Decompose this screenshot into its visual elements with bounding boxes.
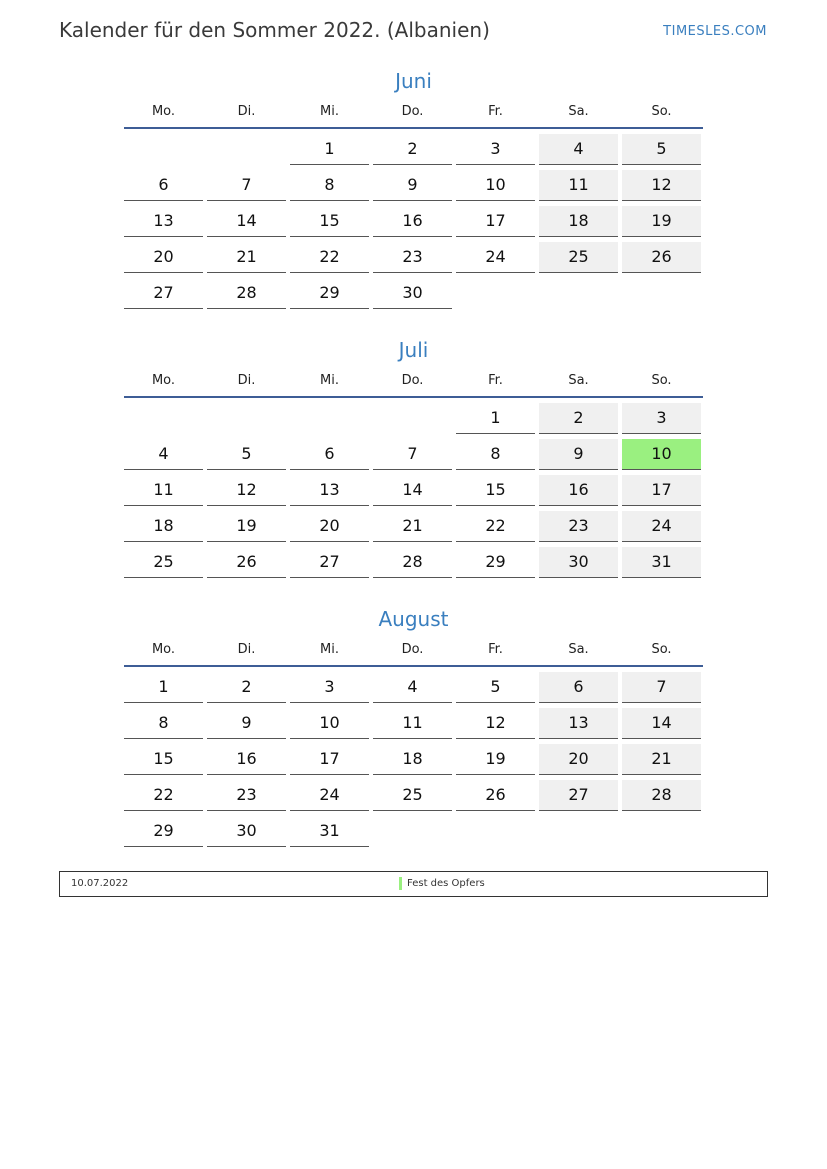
weekday-label: Mo. (151, 104, 176, 119)
day-cell[interactable]: 16 (207, 744, 286, 775)
weekday-label: So. (651, 373, 672, 388)
day-cell[interactable]: 25 (373, 780, 452, 811)
day-cell[interactable]: 25 (539, 242, 618, 273)
day-cell[interactable]: 7 (622, 672, 701, 703)
legend-date: 10.07.2022 (71, 878, 129, 889)
day-cell[interactable]: 19 (207, 511, 286, 542)
week-row (124, 475, 703, 510)
week-row (124, 780, 703, 815)
empty-day-cell (622, 278, 701, 309)
weekday-label: Di. (237, 642, 256, 657)
day-cell[interactable]: 21 (373, 511, 452, 542)
day-cell[interactable]: 1 (290, 134, 369, 165)
day-cell[interactable]: 15 (290, 206, 369, 237)
month-july (124, 337, 703, 583)
day-cell[interactable]: 3 (456, 134, 535, 165)
day-cell[interactable]: 5 (207, 439, 286, 470)
day-cell[interactable]: 25 (124, 547, 203, 578)
weekday-label: Mo. (151, 642, 176, 657)
day-cell[interactable]: 29 (124, 816, 203, 847)
empty-day-cell (539, 816, 618, 847)
day-cell[interactable]: 27 (290, 547, 369, 578)
legend-color-marker (399, 877, 402, 890)
empty-day-cell (207, 403, 286, 434)
week-row (124, 278, 703, 313)
brand-link[interactable]: TIMESLES.COM (663, 24, 767, 39)
day-cell[interactable]: 24 (290, 780, 369, 811)
day-cell[interactable]: 23 (207, 780, 286, 811)
day-cell[interactable]: 6 (290, 439, 369, 470)
day-cell[interactable]: 27 (539, 780, 618, 811)
day-cell[interactable]: 19 (456, 744, 535, 775)
day-cell[interactable]: 5 (622, 134, 701, 165)
page-title: Kalender für den Sommer 2022. (Albanien) (59, 18, 490, 42)
empty-day-cell (124, 134, 203, 165)
day-cell[interactable]: 14 (622, 708, 701, 739)
day-cell[interactable]: 17 (290, 744, 369, 775)
day-cell[interactable]: 2 (539, 403, 618, 434)
weekday-label: Mi. (320, 373, 339, 388)
day-cell[interactable]: 4 (373, 672, 452, 703)
day-cell[interactable]: 19 (622, 206, 701, 237)
day-cell[interactable]: 11 (124, 475, 203, 506)
week-row (124, 547, 703, 582)
week-row (124, 672, 703, 707)
day-cell[interactable]: 14 (207, 206, 286, 237)
weekday-label: Do. (401, 642, 424, 657)
header-divider (124, 127, 703, 129)
empty-day-cell (207, 134, 286, 165)
day-cell[interactable]: 3 (290, 672, 369, 703)
day-cell[interactable]: 13 (290, 475, 369, 506)
empty-day-cell (456, 816, 535, 847)
week-row (124, 708, 703, 743)
week-row (124, 511, 703, 546)
day-cell[interactable]: 6 (539, 672, 618, 703)
day-cell[interactable]: 18 (539, 206, 618, 237)
day-grid (124, 134, 703, 313)
day-cell[interactable]: 10 (456, 170, 535, 201)
day-cell[interactable]: 29 (456, 547, 535, 578)
weekday-label: Mo. (151, 373, 176, 388)
day-cell[interactable]: 9 (373, 170, 452, 201)
day-cell[interactable]: 15 (456, 475, 535, 506)
day-cell[interactable]: 4 (539, 134, 618, 165)
day-cell[interactable]: 2 (373, 134, 452, 165)
day-cell[interactable]: 11 (539, 170, 618, 201)
header-divider (124, 396, 703, 398)
day-cell[interactable]: 22 (290, 242, 369, 273)
day-cell[interactable]: 21 (622, 744, 701, 775)
day-cell[interactable]: 24 (456, 242, 535, 273)
day-cell[interactable]: 8 (290, 170, 369, 201)
day-cell[interactable]: 10 (622, 439, 701, 470)
header-divider (124, 665, 703, 667)
holiday-legend (59, 871, 768, 897)
day-cell[interactable]: 30 (373, 278, 452, 309)
weekday-label: Do. (401, 373, 424, 388)
empty-day-cell (124, 403, 203, 434)
month-august (124, 606, 703, 852)
week-row (124, 206, 703, 241)
day-cell[interactable]: 16 (373, 206, 452, 237)
weekday-label: Fr. (488, 104, 503, 119)
week-row (124, 403, 703, 438)
weekday-header-row (124, 372, 703, 396)
day-cell[interactable]: 3 (622, 403, 701, 434)
day-cell[interactable]: 6 (124, 170, 203, 201)
day-cell[interactable]: 23 (373, 242, 452, 273)
day-cell[interactable]: 26 (622, 242, 701, 273)
weekday-label: So. (651, 642, 672, 657)
day-cell[interactable]: 17 (456, 206, 535, 237)
day-cell[interactable]: 27 (124, 278, 203, 309)
weekday-label: Di. (237, 373, 256, 388)
day-cell[interactable]: 22 (456, 511, 535, 542)
weekday-label: So. (651, 104, 672, 119)
week-row (124, 134, 703, 169)
day-cell[interactable]: 22 (124, 780, 203, 811)
day-cell[interactable]: 10 (290, 708, 369, 739)
month-june (124, 68, 703, 314)
day-cell[interactable]: 24 (622, 511, 701, 542)
day-cell[interactable]: 7 (373, 439, 452, 470)
day-cell[interactable]: 1 (124, 672, 203, 703)
day-cell[interactable]: 16 (539, 475, 618, 506)
month-name: Juni (395, 69, 432, 93)
week-row (124, 439, 703, 474)
weekday-label: Fr. (488, 373, 503, 388)
weekday-label: Sa. (568, 373, 589, 388)
day-cell[interactable]: 20 (539, 744, 618, 775)
day-cell[interactable]: 20 (124, 242, 203, 273)
day-cell[interactable]: 30 (539, 547, 618, 578)
month-name: August (378, 607, 449, 631)
day-cell[interactable]: 13 (124, 206, 203, 237)
day-cell[interactable]: 28 (622, 780, 701, 811)
day-cell[interactable]: 12 (207, 475, 286, 506)
week-row (124, 744, 703, 779)
weekday-label: Sa. (568, 104, 589, 119)
day-cell[interactable]: 31 (290, 816, 369, 847)
month-name: Juli (398, 338, 429, 362)
day-cell[interactable]: 14 (373, 475, 452, 506)
weekday-header-row (124, 103, 703, 127)
day-cell[interactable]: 5 (456, 672, 535, 703)
weekday-label: Fr. (488, 642, 503, 657)
empty-day-cell (622, 816, 701, 847)
day-cell[interactable]: 4 (124, 439, 203, 470)
weekday-label: Mi. (320, 642, 339, 657)
day-cell[interactable]: 1 (456, 403, 535, 434)
week-row (124, 816, 703, 851)
day-cell[interactable]: 11 (373, 708, 452, 739)
day-cell[interactable]: 12 (456, 708, 535, 739)
day-cell[interactable]: 26 (207, 547, 286, 578)
day-cell[interactable]: 28 (207, 278, 286, 309)
weekday-label: Sa. (568, 642, 589, 657)
day-cell[interactable]: 8 (456, 439, 535, 470)
week-row (124, 242, 703, 277)
day-cell[interactable]: 29 (290, 278, 369, 309)
weekday-header-row (124, 641, 703, 665)
day-cell[interactable]: 26 (456, 780, 535, 811)
day-cell[interactable]: 12 (622, 170, 701, 201)
day-cell[interactable]: 20 (290, 511, 369, 542)
day-cell[interactable]: 9 (207, 708, 286, 739)
day-cell[interactable]: 21 (207, 242, 286, 273)
empty-day-cell (373, 816, 452, 847)
empty-day-cell (290, 403, 369, 434)
empty-day-cell (373, 403, 452, 434)
day-cell[interactable]: 17 (622, 475, 701, 506)
day-cell[interactable]: 23 (539, 511, 618, 542)
day-cell[interactable]: 15 (124, 744, 203, 775)
week-row (124, 170, 703, 205)
day-grid (124, 672, 703, 851)
day-cell[interactable]: 28 (373, 547, 452, 578)
empty-day-cell (539, 278, 618, 309)
weekday-label: Mi. (320, 104, 339, 119)
day-cell[interactable]: 13 (539, 708, 618, 739)
day-cell[interactable]: 2 (207, 672, 286, 703)
day-cell[interactable]: 8 (124, 708, 203, 739)
legend-label: Fest des Opfers (407, 878, 485, 889)
day-cell[interactable]: 18 (373, 744, 452, 775)
empty-day-cell (456, 278, 535, 309)
day-cell[interactable]: 7 (207, 170, 286, 201)
day-cell[interactable]: 31 (622, 547, 701, 578)
weekday-label: Di. (237, 104, 256, 119)
weekday-label: Do. (401, 104, 424, 119)
day-cell[interactable]: 18 (124, 511, 203, 542)
day-grid (124, 403, 703, 582)
day-cell[interactable]: 9 (539, 439, 618, 470)
day-cell[interactable]: 30 (207, 816, 286, 847)
